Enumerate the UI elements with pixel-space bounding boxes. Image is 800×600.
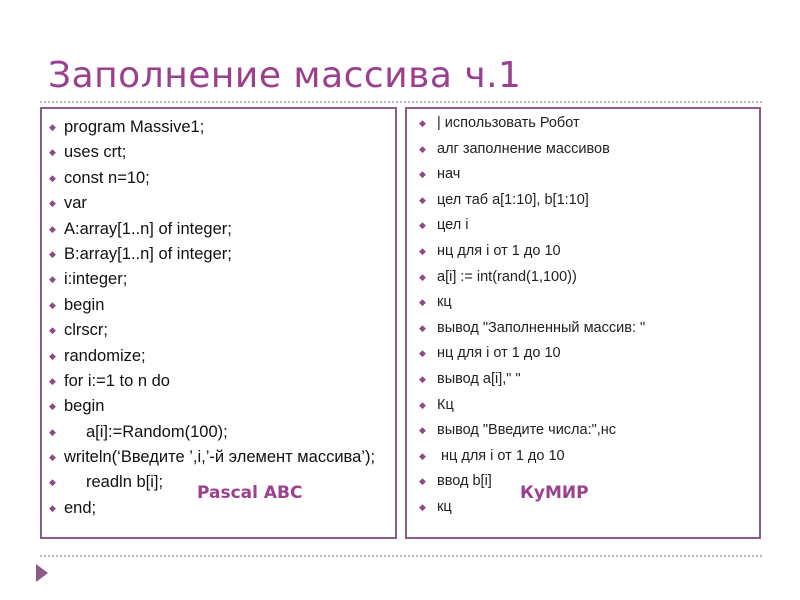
code-line: ◆ a[i] := int(rand(1,100))	[407, 265, 759, 291]
code-line: ◆ кц	[407, 290, 759, 316]
code-line: ◆ end;	[42, 496, 395, 521]
code-line: ◆ вывод "Заполненный массив: "	[407, 316, 759, 342]
code-line: ◆ алг заполнение массивов	[407, 137, 759, 163]
code-line: ◆ writeln(‘Введите ’,i,’-й элемент массива’);	[49, 448, 376, 467]
bullet-icon: ◆	[49, 452, 56, 463]
slide-title: Заполнение массива ч.1	[48, 55, 522, 96]
code-line: ◆ uses crt;	[42, 140, 395, 165]
code-line: ◆ program Massive1;	[42, 115, 395, 140]
code-line: ◆ readln b[i];	[42, 470, 395, 495]
bullet-icon: ◆	[419, 194, 426, 205]
bullet-icon: ◆	[49, 477, 56, 488]
code-line: ◆ вывод "Введите числа:",нс	[407, 418, 759, 444]
bullet-icon: ◆	[419, 169, 426, 180]
code-line: ◆ for i:=1 to n do	[42, 369, 395, 394]
code-line: ◆ ввод b[i]	[407, 469, 759, 495]
kumir-code-list	[407, 109, 759, 521]
bullet-icon: ◆	[49, 172, 56, 183]
code-line: ◆ цел таб a[1:10], b[1:10]	[407, 188, 759, 214]
bullet-icon: ◆	[49, 274, 56, 285]
bullet-icon: ◆	[49, 502, 56, 513]
code-line: ◆ begin	[42, 394, 395, 419]
code-line: ◆ кц	[407, 495, 759, 521]
bullet-icon: ◆	[49, 299, 56, 310]
code-line: ◆ нц для i от 1 до 10	[407, 239, 759, 265]
bullet-icon: ◆	[49, 376, 56, 387]
code-line: ◆ const n=10;	[42, 166, 395, 191]
kumir-code-panel	[405, 107, 761, 539]
bullet-icon: ◆	[49, 401, 56, 412]
code-line: ◆ | использовать Робот	[407, 111, 759, 137]
code-line: ◆ B:array[1..n] of integer;	[42, 242, 395, 267]
code-line: ◆ A:array[1..n] of integer;	[42, 217, 395, 242]
bullet-icon: ◆	[49, 198, 56, 209]
play-arrow-icon	[36, 564, 48, 582]
code-line: ◆ i:integer;	[42, 267, 395, 292]
bullet-icon: ◆	[419, 348, 426, 359]
bullet-icon: ◆	[419, 297, 426, 308]
bullet-icon: ◆	[419, 271, 426, 282]
bullet-icon: ◆	[419, 425, 426, 436]
code-line: ◆ вывод a[i]," "	[407, 367, 759, 393]
pascal-abc-label: Pascal ABC	[197, 483, 303, 503]
bullet-icon: ◆	[419, 118, 426, 128]
bullet-icon: ◆	[49, 249, 56, 260]
bullet-icon: ◆	[419, 373, 426, 384]
bullet-icon: ◆	[419, 450, 426, 461]
code-line: ◆ нач	[407, 162, 759, 188]
code-line: ◆ a[i]:=Random(100);	[42, 420, 395, 445]
bullet-icon: ◆	[419, 143, 426, 154]
pascal-code-list	[42, 109, 395, 521]
footer-divider	[40, 555, 762, 557]
bullet-icon: ◆	[49, 147, 56, 158]
code-line: ◆ clrscr;	[42, 318, 395, 343]
bullet-icon: ◆	[419, 245, 426, 256]
bullet-icon: ◆	[49, 325, 56, 336]
code-line: ◆ нц для i от 1 до 10	[407, 444, 759, 470]
code-line: ◆ var	[42, 191, 395, 216]
pascal-code-panel	[40, 107, 397, 539]
bullet-icon: ◆	[419, 399, 426, 410]
bullet-icon: ◆	[49, 122, 56, 132]
bullet-icon: ◆	[419, 501, 426, 512]
title-divider	[40, 101, 762, 103]
bullet-icon: ◆	[49, 223, 56, 234]
bullet-icon: ◆	[49, 350, 56, 361]
code-line: ◆ нц для i от 1 до 10	[407, 341, 759, 367]
bullet-icon: ◆	[419, 476, 426, 487]
code-line: ◆ Кц	[407, 393, 759, 419]
bullet-icon: ◆	[419, 220, 426, 231]
bullet-icon: ◆	[49, 426, 56, 437]
bullet-icon: ◆	[419, 322, 426, 333]
kumir-label: КуМИР	[520, 483, 589, 503]
code-line: ◆ randomize;	[42, 344, 395, 369]
code-line: ◆ цел i	[407, 213, 759, 239]
code-line: ◆ begin	[42, 293, 395, 318]
